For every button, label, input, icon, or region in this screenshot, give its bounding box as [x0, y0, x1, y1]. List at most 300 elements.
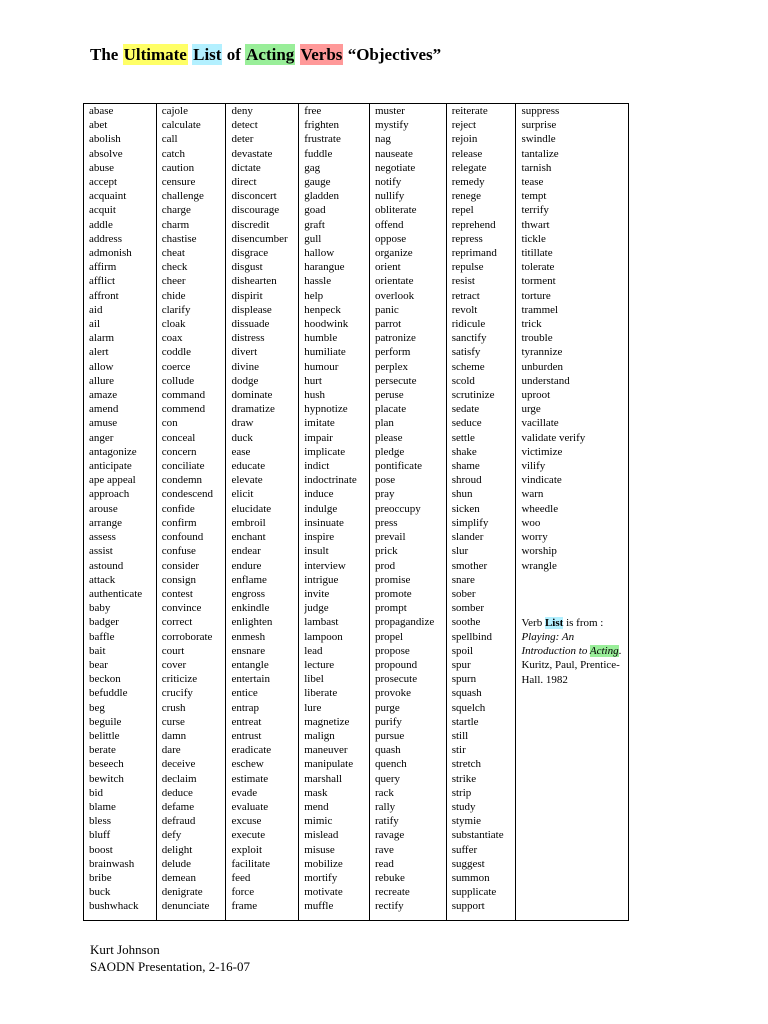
footer-author: Kurt Johnson — [90, 942, 160, 957]
verb-item: rally — [374, 800, 396, 813]
verb-item: attack — [89, 573, 116, 586]
verb-item: elicit — [231, 488, 254, 501]
verb-item: mend — [304, 800, 329, 813]
verb-item: promote — [374, 587, 412, 600]
verb-item: crucify — [161, 687, 193, 700]
verb-item: dispirit — [231, 289, 263, 302]
verb-item: lecture — [304, 658, 335, 671]
verb-item: abase — [89, 105, 114, 117]
verb-item: simplify — [451, 516, 489, 529]
verb-item: educate — [231, 460, 266, 473]
verb-item: slur — [451, 545, 469, 558]
verb-item: accept — [89, 176, 118, 189]
verb-item: trick — [521, 318, 542, 331]
verb-item: suffer — [451, 843, 478, 856]
verb-item: help — [304, 289, 324, 302]
verb-item: hypnotize — [304, 403, 348, 416]
verb-item: settle — [451, 431, 475, 444]
footer-event: SAODN Presentation, 2-16-07 — [90, 959, 250, 974]
verb-item: summon — [451, 871, 490, 884]
verb-item: ail — [89, 318, 100, 331]
verb-item: damn — [161, 729, 187, 742]
verb-item: anger — [89, 431, 114, 444]
verb-item: spur — [451, 658, 471, 671]
verb-item: ape appeal — [89, 474, 136, 487]
verb-item: nag — [374, 133, 391, 146]
verb-item: humiliate — [304, 346, 346, 359]
verb-item: eradicate — [231, 744, 272, 757]
verb-item: study — [451, 800, 476, 813]
verb-item: torment — [521, 275, 556, 288]
verb-item: marshall — [304, 772, 343, 785]
verb-item: strip — [451, 786, 472, 799]
verb-item: bear — [89, 658, 108, 671]
verb-item: defy — [161, 829, 182, 842]
verb-item: support — [451, 900, 485, 913]
source-note-book-acting: Acting — [589, 645, 619, 658]
verb-item: condescend — [161, 488, 214, 501]
verb-item: offend — [374, 218, 404, 231]
verb-item: understand — [521, 374, 570, 387]
verb-item: invite — [304, 587, 330, 600]
verb-item: urge — [521, 403, 541, 416]
verb-item: frustrate — [304, 133, 341, 146]
verb-item: berate — [89, 744, 116, 757]
verb-item: dishearten — [231, 275, 277, 288]
verb-item: shroud — [451, 474, 482, 487]
verb-item: trouble — [521, 332, 553, 345]
verb-item: tease — [521, 176, 544, 189]
verb-item: crush — [161, 701, 186, 714]
verb-item: quash — [374, 744, 401, 757]
verb-item: rectify — [374, 900, 404, 913]
verb-item: conciliate — [161, 460, 205, 473]
source-note — [521, 616, 628, 687]
verb-item: magnetize — [304, 715, 350, 728]
verb-item: mobilize — [304, 857, 343, 870]
verb-item: lead — [304, 644, 323, 657]
verb-item: resist — [451, 275, 475, 288]
verb-item: dissuade — [231, 318, 270, 331]
verb-item: press — [374, 516, 398, 529]
verb-item: evade — [231, 786, 258, 799]
verb-item: goad — [304, 204, 326, 217]
verb-item: enflame — [231, 573, 267, 586]
verb-item: entice — [231, 687, 258, 700]
verb-item: detect — [231, 119, 258, 132]
verb-item: baby — [89, 602, 111, 615]
verb-item: anticipate — [89, 460, 132, 473]
verb-item: satisfy — [451, 346, 481, 359]
verb-item: affirm — [89, 261, 117, 274]
verb-item: divine — [231, 360, 259, 373]
verb-item: coerce — [161, 360, 191, 373]
verb-column-4 — [299, 104, 370, 920]
verb-item: confide — [161, 502, 195, 515]
verb-item: entrust — [231, 729, 262, 742]
verb-item: prosecute — [374, 673, 418, 686]
verb-item: sicken — [451, 502, 480, 515]
verb-item: delight — [161, 843, 193, 856]
verb-item: peruse — [374, 389, 404, 402]
verb-item: suppress — [521, 105, 560, 117]
verb-item: ridicule — [451, 318, 486, 331]
verb-item: query — [374, 772, 401, 785]
verb-item: devastate — [231, 147, 273, 160]
verb-item: calculate — [161, 119, 201, 132]
verb-item: blame — [89, 800, 116, 813]
verb-item: defraud — [161, 815, 196, 828]
verb-item: prick — [374, 545, 398, 558]
verb-item: ravage — [374, 829, 405, 842]
verb-item: absolve — [89, 147, 123, 160]
verb-item: abolish — [89, 133, 121, 146]
verb-item: cheer — [161, 275, 186, 288]
verb-item: mystify — [374, 119, 409, 132]
verb-item: prevail — [374, 531, 406, 544]
verb-item: baffle — [89, 630, 115, 643]
verb-item: con — [161, 417, 178, 430]
verb-item: mimic — [304, 815, 333, 828]
verb-item: afflict — [89, 275, 116, 288]
verb-item: exploit — [231, 843, 263, 856]
verb-item: spoil — [451, 644, 474, 657]
verb-item: prod — [374, 559, 396, 572]
verb-item: consign — [161, 573, 196, 586]
verb-item: arouse — [89, 502, 118, 515]
verb-item: scheme — [451, 360, 485, 373]
verb-item: alert — [89, 346, 109, 359]
verb-item: purge — [374, 701, 400, 714]
verb-item: renege — [451, 190, 481, 203]
verb-item: deny — [231, 105, 253, 117]
verb-item: belittle — [89, 729, 120, 742]
verb-item: admonish — [89, 247, 132, 260]
source-note-book-title: Playing: An Introduction to — [521, 630, 590, 658]
verb-item: snare — [451, 573, 475, 586]
verb-item: free — [304, 105, 322, 117]
verb-item: interview — [304, 559, 346, 572]
verb-item: unburden — [521, 360, 563, 373]
verb-table — [83, 103, 629, 921]
verb-item: misuse — [304, 843, 335, 856]
verb-item: chastise — [161, 232, 197, 245]
source-note-citation: . Kuritz, Paul, Prentice-Hall. 1982 — [521, 645, 622, 686]
verb-item: reprimand — [451, 247, 497, 260]
verb-item: ratify — [374, 815, 399, 828]
verb-item: wrangle — [521, 559, 557, 572]
verb-item: discourage — [231, 204, 280, 217]
verb-item: approach — [89, 488, 130, 501]
verb-item: brainwash — [89, 857, 135, 870]
verb-item: smother — [451, 559, 488, 572]
verb-item: court — [161, 644, 185, 657]
title-word-list: List — [193, 45, 222, 64]
verb-item: beguile — [89, 715, 122, 728]
verb-item: aid — [89, 303, 103, 316]
verb-item: panic — [374, 303, 399, 316]
verb-item: spellbind — [451, 630, 493, 643]
verb-item: buck — [89, 886, 111, 899]
verb-item: deter — [231, 133, 254, 146]
verb-item: substantiate — [451, 829, 504, 842]
verb-item: trammel — [521, 303, 559, 316]
verb-item: divert — [231, 346, 258, 359]
verb-item: orient — [374, 261, 401, 274]
verb-item: relegate — [451, 161, 487, 174]
title-suffix: “Objectives” — [343, 45, 442, 64]
verb-item: excuse — [231, 815, 262, 828]
verb-item: entangle — [231, 658, 269, 671]
verb-item: reiterate — [451, 105, 488, 117]
verb-item: wheedle — [521, 502, 559, 515]
verb-item: bushwhack — [89, 900, 139, 913]
verb-item: purify — [374, 715, 402, 728]
verb-item: bluff — [89, 829, 111, 842]
source-note-mid: is from : — [563, 616, 604, 629]
verb-item: somber — [451, 602, 485, 615]
verb-item: estimate — [231, 772, 269, 785]
verb-item: indict — [304, 460, 330, 473]
verb-item: worry — [521, 531, 548, 544]
verb-item: befuddle — [89, 687, 128, 700]
verb-item: dodge — [231, 374, 259, 387]
verb-item: denigrate — [161, 886, 203, 899]
verb-item: nauseate — [374, 147, 413, 160]
title-between: of — [222, 45, 246, 64]
verb-item: libel — [304, 673, 324, 686]
verb-item: feed — [231, 871, 251, 884]
verb-item: badger — [89, 616, 119, 629]
verb-item: assess — [89, 531, 116, 544]
verb-item: embroil — [231, 516, 266, 529]
verb-item: pray — [374, 488, 395, 501]
verb-item: overlook — [374, 289, 415, 302]
verb-item: still — [451, 729, 469, 742]
verb-item: displease — [231, 303, 272, 316]
verb-item: corroborate — [161, 630, 213, 643]
verb-item: spurn — [451, 673, 477, 686]
verb-item: reject — [451, 119, 477, 132]
verb-item: revolt — [451, 303, 478, 316]
verb-item: release — [451, 147, 483, 160]
verb-item: terrify — [521, 204, 549, 217]
verb-item: commend — [161, 403, 206, 416]
verb-item: addle — [89, 218, 113, 231]
verb-item: please — [374, 431, 403, 444]
verb-item: indoctrinate — [304, 474, 357, 487]
source-note-prefix: Verb — [521, 616, 545, 629]
verb-item: liberate — [304, 687, 338, 700]
verb-item: plan — [374, 417, 394, 430]
verb-item: lambast — [304, 616, 339, 629]
verb-item: shake — [451, 445, 477, 458]
verb-item: preoccupy — [374, 502, 421, 515]
verb-item: catch — [161, 147, 185, 160]
verb-item: swindle — [521, 133, 556, 146]
verb-item: amaze — [89, 389, 118, 402]
verb-item: prompt — [374, 602, 407, 615]
verb-item: consider — [161, 559, 199, 572]
verb-item: promise — [374, 573, 411, 586]
verb-item: clarify — [161, 303, 191, 316]
verb-item: demean — [161, 871, 196, 884]
verb-item: hurt — [304, 374, 322, 387]
verb-item: bribe — [89, 871, 112, 884]
verb-item: parrot — [374, 318, 402, 331]
verb-item: convince — [161, 602, 202, 615]
verb-item: warn — [521, 488, 544, 501]
verb-item: shun — [451, 488, 473, 501]
verb-item: obliterate — [374, 204, 417, 217]
verb-item: affront — [89, 289, 119, 302]
verb-item: thwart — [521, 218, 550, 231]
verb-item: malign — [304, 729, 335, 742]
verb-item: entrap — [231, 701, 259, 714]
verb-item: rejoin — [451, 133, 478, 146]
verb-item: woo — [521, 516, 541, 529]
verb-item: oppose — [374, 232, 407, 245]
verb-item: vacillate — [521, 417, 559, 430]
verb-item: sedate — [451, 403, 480, 416]
verb-item: vindicate — [521, 474, 562, 487]
verb-item: discredit — [231, 218, 270, 231]
verb-item: sanctify — [451, 332, 487, 345]
verb-item: contest — [161, 587, 193, 600]
verb-item: induce — [304, 488, 334, 501]
verb-item: hassle — [304, 275, 332, 288]
verb-item: seduce — [451, 417, 482, 430]
verb-item: supplicate — [451, 886, 497, 899]
verb-item: enchant — [231, 531, 266, 544]
verb-column-7 — [516, 104, 628, 920]
verb-item: antagonize — [89, 445, 137, 458]
verb-item: strike — [451, 772, 477, 785]
verb-item: tempt — [521, 190, 547, 203]
verb-item: pontificate — [374, 460, 423, 473]
verb-item: propel — [374, 630, 404, 643]
verb-item: orientate — [374, 275, 414, 288]
verb-item: deceive — [161, 758, 196, 771]
verb-item: collude — [161, 374, 195, 387]
verb-item: alarm — [89, 332, 115, 345]
verb-item: gull — [304, 232, 322, 245]
verb-item: gauge — [304, 176, 331, 189]
source-note-list-word: List — [544, 616, 564, 629]
verb-item: disgrace — [231, 247, 269, 260]
verb-item: mask — [304, 786, 328, 799]
verb-item: enkindle — [231, 602, 270, 615]
verb-item: abuse — [89, 161, 115, 174]
verb-item: rave — [374, 843, 394, 856]
verb-item: ensnare — [231, 644, 266, 657]
verb-item: abet — [89, 119, 108, 132]
verb-item: scold — [451, 374, 475, 387]
verb-item: squash — [451, 687, 482, 700]
verb-item: judge — [304, 602, 329, 615]
verb-item: vilify — [521, 460, 546, 473]
verb-item: disgust — [231, 261, 263, 274]
verb-item: retract — [451, 289, 480, 302]
verb-item: reprehend — [451, 218, 496, 231]
verb-item: recreate — [374, 886, 410, 899]
verb-item: insult — [304, 545, 329, 558]
verb-column-2 — [157, 104, 227, 920]
verb-item: tolerate — [521, 261, 555, 274]
verb-item: validate verify — [521, 431, 586, 444]
verb-item: scrutinize — [451, 389, 495, 402]
verb-item: distress — [231, 332, 265, 345]
verb-item: inspire — [304, 531, 335, 544]
verb-item: confuse — [161, 545, 196, 558]
verb-item: repress — [451, 232, 483, 245]
verb-item: enlighten — [231, 616, 273, 629]
verb-item: patronize — [374, 332, 416, 345]
verb-item: confirm — [161, 516, 197, 529]
verb-item: insinuate — [304, 516, 344, 529]
verb-item: suggest — [451, 857, 485, 870]
verb-item: coddle — [161, 346, 192, 359]
verb-item: notify — [374, 176, 402, 189]
verb-item: harangue — [304, 261, 345, 274]
verb-item: negotiate — [374, 161, 416, 174]
verb-column-1 — [84, 104, 157, 920]
verb-item: declaim — [161, 772, 197, 785]
verb-item: cajole — [161, 105, 188, 117]
title-word-verbs: Verbs — [300, 45, 343, 64]
verb-item: remedy — [451, 176, 485, 189]
verb-item: denunciate — [161, 900, 210, 913]
verb-item: dictate — [231, 161, 261, 174]
footer — [90, 941, 250, 975]
verb-item: cover — [161, 658, 187, 671]
verb-item: soothe — [451, 616, 481, 629]
verb-item: beseech — [89, 758, 124, 771]
verb-item: hush — [304, 389, 325, 402]
verb-item: surprise — [521, 119, 557, 132]
verb-item: pursue — [374, 729, 405, 742]
verb-item: acquaint — [89, 190, 127, 203]
verb-item: titillate — [521, 247, 553, 260]
title-prefix: The — [90, 45, 123, 64]
verb-item: tyrannize — [521, 346, 563, 359]
verb-item: shame — [451, 460, 480, 473]
verb-item: charm — [161, 218, 190, 231]
verb-item: facilitate — [231, 857, 270, 870]
verb-item: elevate — [231, 474, 263, 487]
verb-item: authenticate — [89, 587, 143, 600]
verb-item: hallow — [304, 247, 335, 260]
verb-item: dramatize — [231, 403, 275, 416]
verb-item: mislead — [304, 829, 339, 842]
verb-item: stir — [451, 744, 466, 757]
verb-item: acquit — [89, 204, 116, 217]
verb-item: propagandize — [374, 616, 435, 629]
verb-item: entreat — [231, 715, 262, 728]
verb-item: perplex — [374, 360, 408, 373]
verb-item: perform — [374, 346, 411, 359]
verb-item: beckon — [89, 673, 121, 686]
verb-item: humble — [304, 332, 338, 345]
verb-item: cloak — [161, 318, 186, 331]
verb-item: imitate — [304, 417, 335, 430]
verb-item: torture — [521, 289, 551, 302]
verb-item: organize — [374, 247, 413, 260]
verb-item: gladden — [304, 190, 340, 203]
verb-item: conceal — [161, 431, 196, 444]
verb-item: bewitch — [89, 772, 124, 785]
verb-item: startle — [451, 715, 479, 728]
